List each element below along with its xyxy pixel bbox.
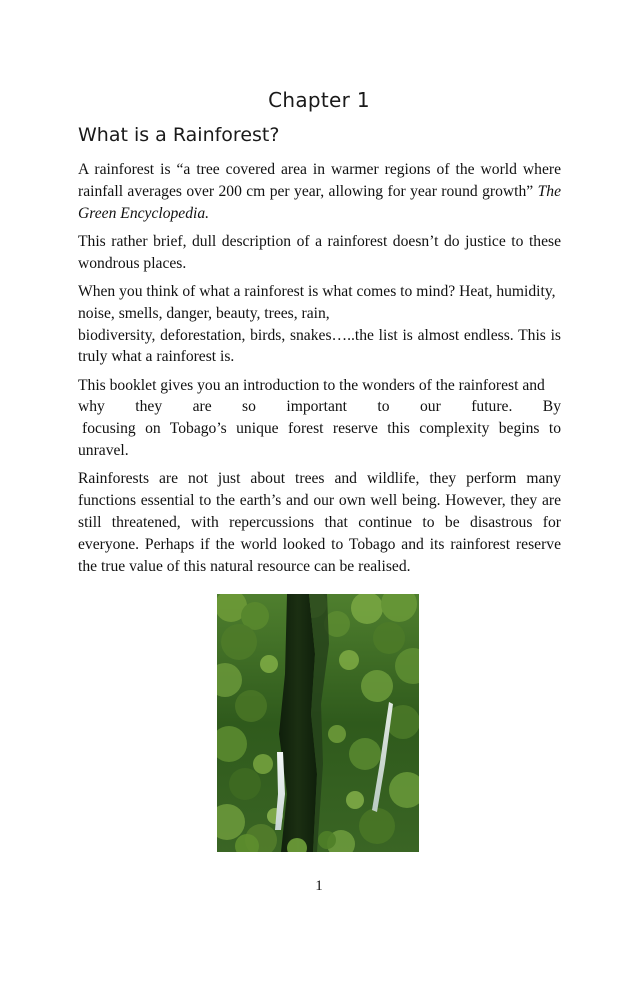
definition-quote: A rainforest is “a tree covered area in warmer regions of the world where rainfall averages over 200 cm per year, allowing for year round growth” <box>78 161 561 200</box>
paragraph-think-part1: When you think of what a rainforest is what comes to mind? Heat, humidity, noise, smells, danger, beauty, trees, rain, <box>78 282 556 322</box>
section-heading: What is a Rainforest? <box>78 124 280 146</box>
page-number: 1 <box>315 878 323 894</box>
paragraph-booklet-part2: focusing on Tobago’s unique forest reserve this complexity begins to unravel. <box>78 420 561 460</box>
paragraph-importance: Rainforests are not just about trees and wildlife, they perform many functions essential to the earth’s and our own well being. However, they are still threatened, with repercussions that continue to be disastrous for everyone. Perhaps if the world looked to Tobago and its rainforest reserve the true value of this natural resource can be realised. <box>78 470 561 575</box>
source-citation: The Green Encyclopedia. <box>78 182 561 222</box>
body-text <box>78 159 561 584</box>
paragraph-definition <box>78 159 561 224</box>
chapter-heading: Chapter 1 <box>268 88 370 112</box>
paragraph-think-part2: biodiversity, deforestation, birds, snakes…..the list is almost endless. This is truly what a rainforest is. <box>78 326 561 366</box>
paragraph-description: This rather brief, dull description of a rainforest doesn’t do justice to these wondrous places. <box>78 232 561 272</box>
rainforest-waterfall-photo <box>217 594 419 852</box>
paragraph-booklet-part1: This booklet gives you an introduction to the wonders of the rainforest and why they are so important to our future. By <box>78 376 561 416</box>
